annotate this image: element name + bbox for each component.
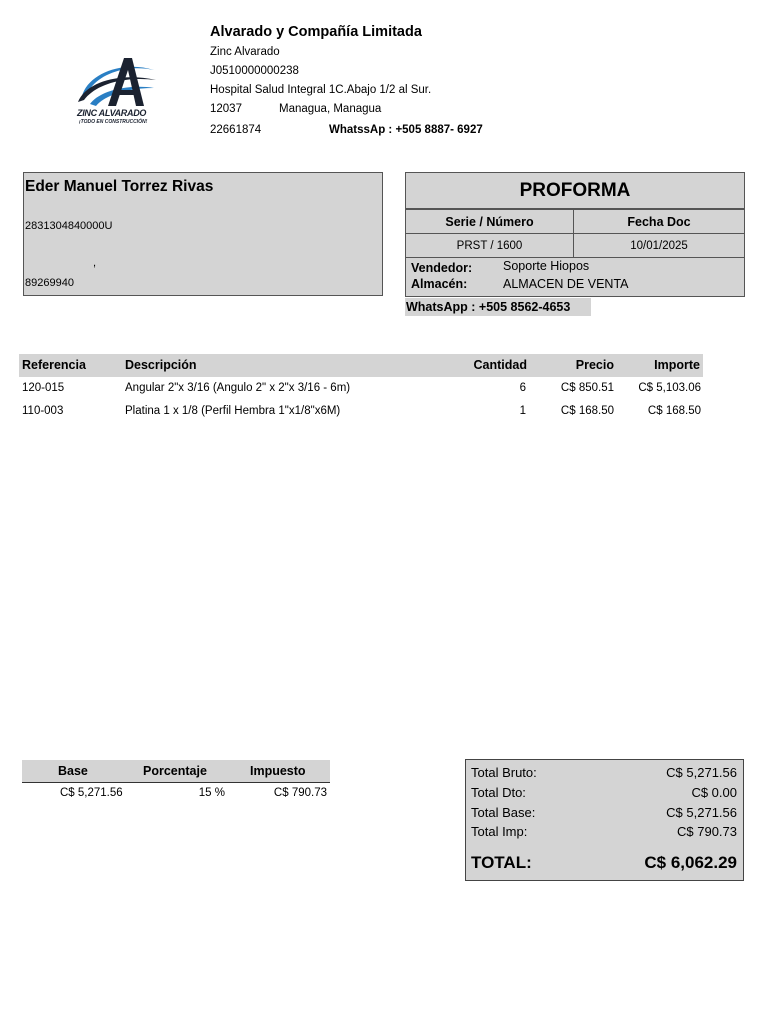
document-header-row	[405, 209, 745, 234]
company-whatsapp: WhatssAp : +505 8887- 6927	[329, 124, 483, 136]
serie-label: Serie / Número	[405, 209, 574, 234]
item-qty: 1	[519, 405, 526, 417]
serie-value: PRST / 1600	[405, 234, 574, 258]
client-name: Eder Manuel Torrez Rivas	[25, 178, 214, 195]
tax-header-pct: Porcentaje	[143, 764, 207, 778]
logo-swoosh-icon	[74, 52, 160, 110]
company-ruc: J0510000000238	[210, 65, 299, 77]
grand-total-label: TOTAL:	[471, 853, 532, 872]
item-amount: C$ 5,103.06	[638, 382, 701, 394]
client-address: ,	[93, 257, 97, 269]
logo-brand-text: ZINC ALVARADO	[77, 108, 147, 118]
company-city: Managua, Managua	[279, 103, 382, 115]
vendedor-value: Soporte Hiopos	[503, 259, 590, 273]
almacen-label: Almacén:	[411, 277, 468, 291]
total-bruto-value: C$ 5,271.56	[666, 765, 737, 780]
item-desc: Platina 1 x 1/8 (Perfil Hembra 1"x1/8"x6M)	[125, 405, 341, 417]
client-id: 2831304840000U	[25, 220, 113, 232]
item-ref: 110-003	[22, 405, 64, 417]
item-amount: C$ 168.50	[647, 405, 701, 417]
col-header-amount: Importe	[654, 358, 700, 372]
almacen-value: ALMACEN DE VENTA	[503, 277, 629, 291]
total-imp-value: C$ 790.73	[677, 824, 737, 839]
seller-box	[405, 258, 745, 297]
tax-header-tax: Impuesto	[250, 764, 306, 778]
tax-amount: C$ 790.73	[273, 787, 327, 799]
total-imp-label: Total Imp:	[471, 824, 528, 839]
total-base-label: Total Base:	[471, 805, 536, 820]
col-header-price: Precio	[575, 358, 614, 372]
table-row	[19, 379, 703, 399]
grand-total-value: C$ 6,062.29	[644, 853, 737, 872]
item-price: C$ 850.51	[560, 382, 614, 394]
total-bruto-label: Total Bruto:	[471, 765, 537, 780]
col-header-desc: Descripción	[125, 358, 197, 372]
company-address: Hospital Salud Integral 1C.Abajo 1/2 al Sur.	[210, 84, 432, 96]
total-base-value: C$ 5,271.56	[666, 805, 737, 820]
col-header-ref: Referencia	[22, 358, 86, 372]
company-logo	[74, 52, 160, 130]
tax-base: C$ 5,271.56	[60, 787, 123, 799]
item-price: C$ 168.50	[560, 405, 614, 417]
company-name: Alvarado y Compañía Limitada	[210, 24, 422, 40]
tax-table-header	[22, 760, 330, 783]
vendedor-label: Vendedor:	[411, 261, 473, 275]
tax-pct: 15 %	[198, 787, 225, 799]
company-trade-name: Zinc Alvarado	[210, 46, 280, 58]
document-title: PROFORMA	[405, 172, 745, 209]
col-header-qty: Cantidad	[473, 358, 527, 372]
fecha-value: 10/01/2025	[574, 234, 745, 258]
items-table-header	[19, 354, 703, 377]
logo-slogan-text: ¡TODO EN CONSTRUCCIÓN!	[79, 119, 148, 125]
client-phone: 89269940	[25, 277, 74, 289]
fecha-label: Fecha Doc	[574, 209, 745, 234]
item-desc: Angular 2"x 3/16 (Angulo 2" x 2"x 3/16 - 6m)	[125, 382, 351, 394]
table-row	[19, 402, 703, 422]
seller-whatsapp: WhatsApp : +505 8562-4653	[405, 298, 591, 316]
client-box	[23, 172, 383, 296]
document-values-row	[405, 234, 745, 258]
total-dto-label: Total Dto:	[471, 785, 526, 800]
item-ref: 120-015	[22, 382, 65, 394]
total-dto-value: C$ 0.00	[691, 785, 737, 800]
tax-row	[22, 785, 330, 803]
totals-box	[465, 759, 744, 881]
company-postal-code: 12037	[210, 103, 242, 115]
tax-header-base: Base	[58, 764, 88, 778]
company-phone: 22661874	[210, 124, 262, 136]
item-qty: 6	[519, 382, 526, 394]
